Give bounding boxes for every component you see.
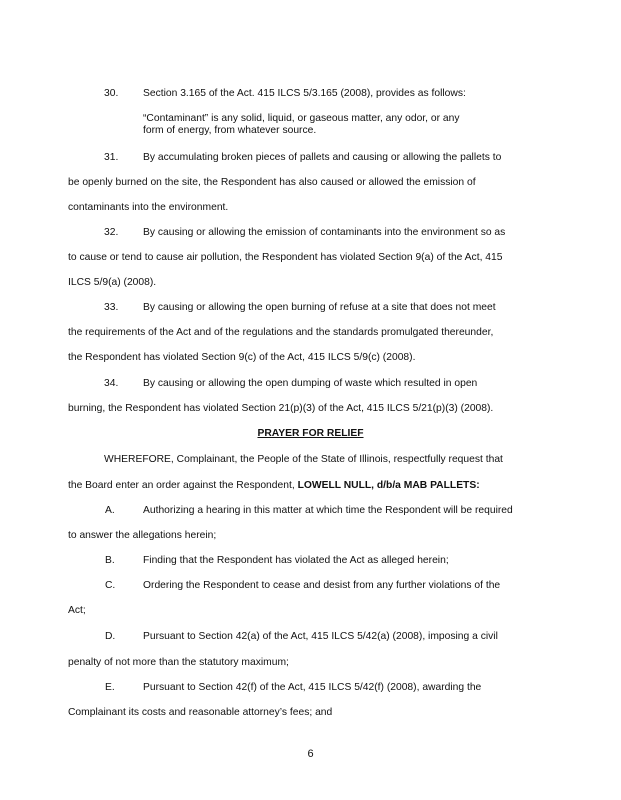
relief-letter-c: C. <box>105 580 116 591</box>
relief-letter-d: D. <box>105 631 116 642</box>
paragraph-32-line-2: to cause or tend to cause air pollution, the Respondent has violated Section 9(a) of the Act, 415 <box>68 252 503 263</box>
relief-letter-b: B. <box>105 555 115 566</box>
paragraph-32-line-1: By causing or allowing the emission of contaminants into the environment so as <box>143 227 506 238</box>
paragraph-33-line-1: By causing or allowing the open burning of refuse at a site that does not meet <box>143 302 496 313</box>
relief-a-line-2: to answer the allegations herein; <box>68 530 217 541</box>
paragraph-30-line-1: Section 3.165 of the Act. 415 ILCS 5/3.165 (2008), provides as follows: <box>143 88 466 99</box>
paragraph-34-line-1: By causing or allowing the open dumping of waste which resulted in open <box>143 378 478 389</box>
paragraph-31-line-3: contaminants into the environment. <box>68 202 229 213</box>
prayer-intro-line-2 <box>68 479 480 492</box>
paragraph-number-34: 34. <box>104 378 119 389</box>
prayer-intro-text: the Board enter an order against the Respondent, <box>68 480 298 491</box>
paragraph-31-line-1: By accumulating broken pieces of pallets and causing or allowing the pallets to <box>143 152 502 163</box>
paragraph-33-line-2: the requirements of the Act and of the regulations and the standards promulgated thereunder, <box>68 327 494 338</box>
paragraph-number-32: 32. <box>104 227 119 238</box>
prayer-intro-line-1: WHEREFORE, Complainant, the People of the State of Illinois, respectfully request that <box>104 454 503 465</box>
prayer-for-relief-heading: PRAYER FOR RELIEF <box>257 428 364 439</box>
paragraph-33-line-3: the Respondent has violated Section 9(c) of the Act, 415 ILCS 5/9(c) (2008). <box>68 352 416 363</box>
relief-a-line-1: Authorizing a hearing in this matter at which time the Respondent will be required <box>143 505 513 516</box>
relief-b-line-1: Finding that the Respondent has violated the Act as alleged herein; <box>143 555 449 566</box>
relief-e-line-1: Pursuant to Section 42(f) of the Act, 415 ILCS 5/42(f) (2008), awarding the <box>143 682 482 693</box>
paragraph-number-33: 33. <box>104 302 119 313</box>
paragraph-32-line-3: ILCS 5/9(a) (2008). <box>68 277 157 288</box>
quote-line-2: form of energy, from whatever source. <box>143 125 317 136</box>
relief-c-line-1: Ordering the Respondent to cease and desist from any further violations of the <box>143 580 501 591</box>
paragraph-34-line-2: burning, the Respondent has violated Section 21(p)(3) of the Act, 415 ILCS 5/21(p)(3) (2008). <box>68 403 494 414</box>
relief-e-line-2: Complainant its costs and reasonable attorney’s fees; and <box>68 707 333 718</box>
relief-letter-a: A. <box>105 505 115 516</box>
paragraph-31-line-2: be openly burned on the site, the Respondent has also caused or allowed the emission of <box>68 177 476 188</box>
paragraph-number-31: 31. <box>104 152 119 163</box>
quote-line-1: “Contaminant” is any solid, liquid, or gaseous matter, any odor, or any <box>143 113 460 124</box>
page-number: 6 <box>307 748 314 760</box>
relief-d-line-2: penalty of not more than the statutory maximum; <box>68 657 289 668</box>
relief-d-line-1: Pursuant to Section 42(a) of the Act, 415 ILCS 5/42(a) (2008), imposing a civil <box>143 631 498 642</box>
paragraph-number-30: 30. <box>104 88 119 99</box>
relief-letter-e: E. <box>105 682 115 693</box>
respondent-name: LOWELL NULL, d/b/a MAB PALLETS: <box>297 480 480 491</box>
relief-c-line-2: Act; <box>68 605 86 616</box>
